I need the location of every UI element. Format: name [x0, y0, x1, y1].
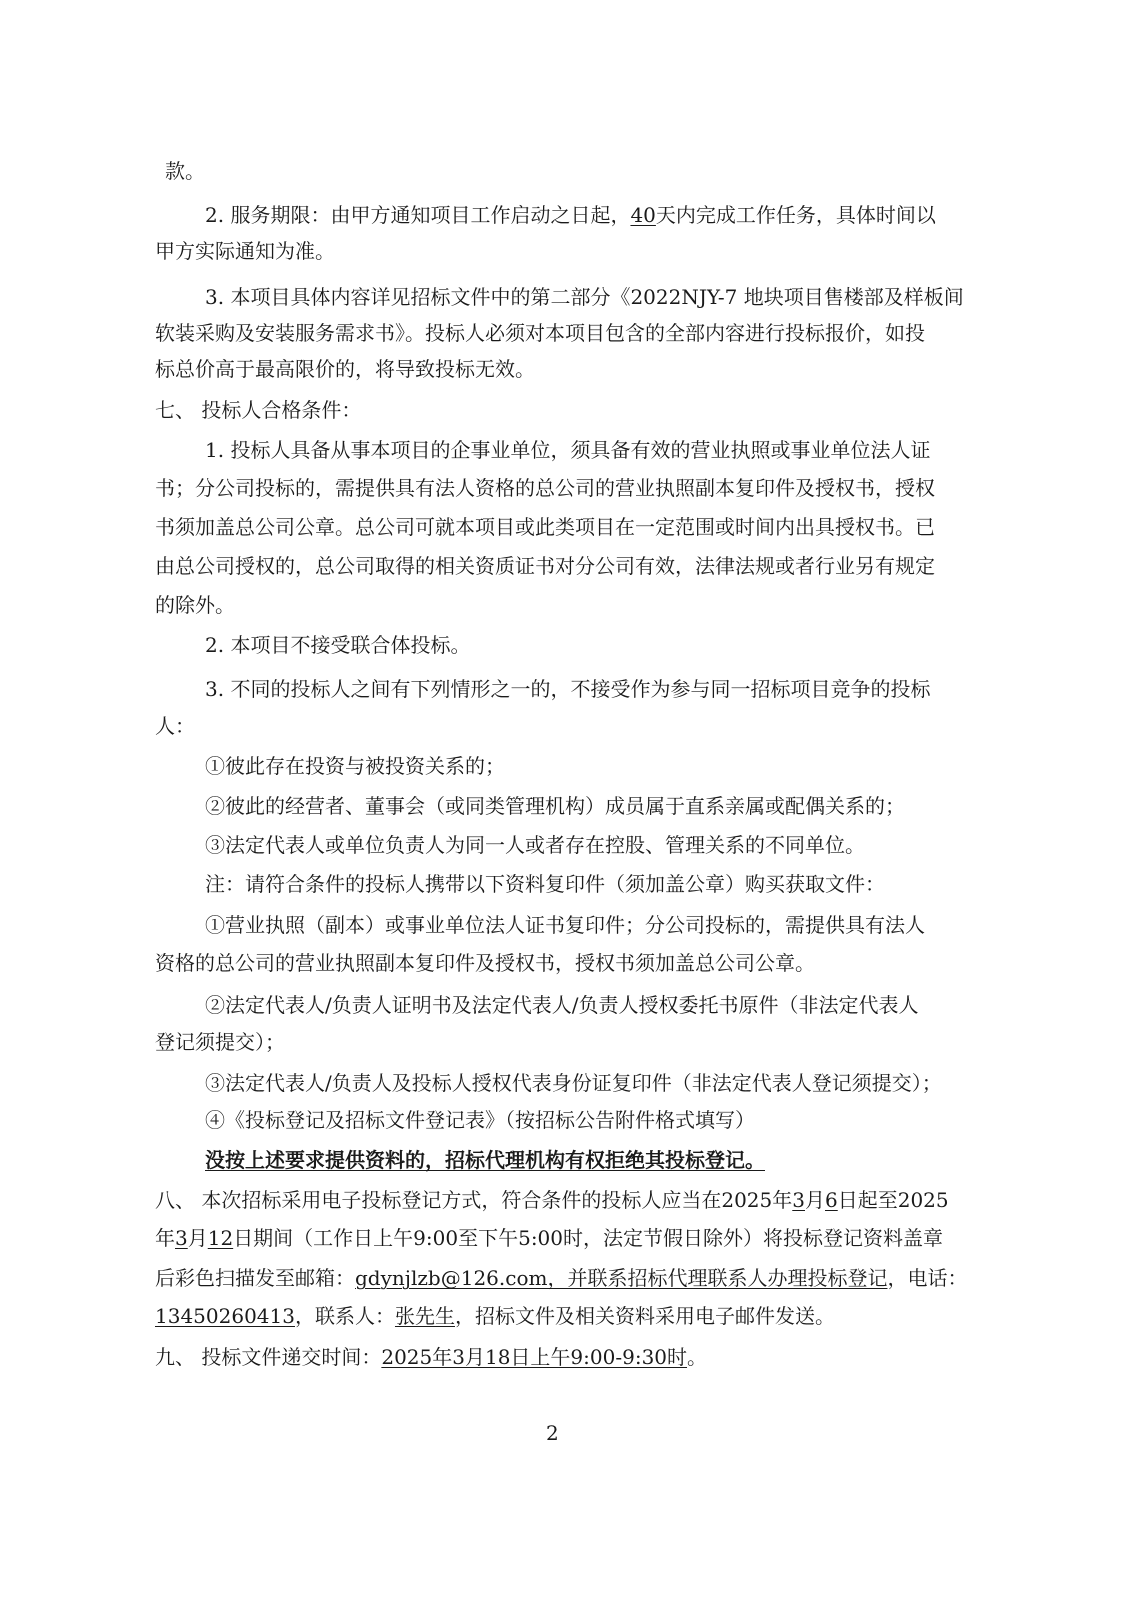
line-03: 甲方实际通知为准。	[155, 239, 335, 263]
line-27	[155, 1187, 949, 1213]
line-05: 软装采购及安装服务需求书》。投标人必须对本项目包含的全部内容进行投标报价，如投	[155, 321, 925, 345]
month-char-2: 月	[187, 1226, 208, 1250]
line-17: ②彼此的经营者、董事会（或同类管理机构）成员属于直系亲属或配偶关系的；	[205, 794, 905, 818]
page-number: 2	[546, 1421, 559, 1445]
submission-date: 2025年3月18日上午9:00-9:30时	[381, 1345, 688, 1369]
email-label: 后彩色扫描发至邮箱：	[155, 1266, 355, 1290]
line-18: ③法定代表人或单位负责人为同一人或者存在控股、管理关系的不同单位。	[205, 833, 865, 857]
contact-name: 张先生	[394, 1304, 455, 1328]
line-11: 由总公司授权的，总公司取得的相关资质证书对分公司有效，法律法规或者行业另有规定	[155, 554, 935, 578]
line-01: 款。	[165, 159, 205, 183]
line-13: 2. 本项目不接受联合体投标。	[205, 633, 471, 657]
line-02	[205, 202, 936, 228]
line-30	[155, 1303, 835, 1329]
start-day: 6	[825, 1188, 838, 1212]
line-14: 3. 不同的投标人之间有下列情形之一的，不接受作为参与同一招标项目竞争的投标	[205, 677, 931, 701]
line-21: 资格的总公司的营业执照副本复印件及授权书，授权书须加盖总公司公章。	[155, 951, 815, 975]
line-09: 书；分公司投标的，需提供具有法人资格的总公司的营业执照副本复印件及授权书，授权	[155, 476, 935, 500]
email-link[interactable]: gdynjlzb@126.com，并联系招标代理联系人办理投标登记	[355, 1266, 888, 1290]
rejection-notice: 没按上述要求提供资料的，招标代理机构有权拒绝其投标登记。	[205, 1148, 765, 1172]
line-20: ①营业执照（副本）或事业单位法人证书复印件；分公司投标的，需提供具有法人	[205, 913, 925, 937]
line-25: ④《投标登记及招标文件登记表》（按招标公告附件格式填写）	[205, 1108, 755, 1132]
line-10: 书须加盖总公司公章。总公司可就本项目或此类项目在一定范围或时间内出具授权书。已	[155, 515, 935, 539]
line-28	[155, 1225, 943, 1251]
month-char: 月	[805, 1188, 825, 1212]
section-eight-text-2: 日起至2025	[837, 1188, 949, 1212]
note-line: 注：请符合条件的投标人携带以下资料复印件（须加盖公章）购买获取文件：	[205, 872, 885, 896]
line-24: ③法定代表人/负责人及投标人授权代表身份证复印件（非法定代表人登记须提交）；	[205, 1071, 942, 1095]
line-12: 的除外。	[155, 593, 235, 617]
period-char: 。	[687, 1345, 708, 1369]
contact-note: ，招标文件及相关资料采用电子邮件发送。	[454, 1304, 835, 1328]
line-22: ②法定代表人/负责人证明书及法定代表人/负责人授权委托书原件（非法定代表人	[205, 993, 919, 1017]
year-char: 年	[155, 1226, 175, 1250]
service-period-text: 2. 服务期限：由甲方通知项目工作启动之日起，	[205, 203, 631, 227]
phone-label: ，电话：	[887, 1266, 968, 1290]
line-06: 标总价高于最高限价的，将导致投标无效。	[155, 357, 535, 381]
service-period-text-2: 天内完成工作任务，具体时间以	[655, 203, 936, 227]
line-23: 登记须提交）；	[155, 1030, 285, 1054]
line-29	[155, 1265, 967, 1291]
line-04: 3. 本项目具体内容详见招标文件中的第二部分《2022NJY-7 地块项目售楼部及样板间	[205, 285, 964, 309]
phone-number: 13450260413	[155, 1304, 295, 1328]
line-08: 1. 投标人具备从事本项目的企事业单位，须具备有效的营业执照或事业单位法人证	[205, 438, 931, 462]
end-month: 3	[175, 1226, 188, 1250]
section-seven-heading: 七、 投标人合格条件：	[155, 398, 362, 422]
line-15: 人：	[155, 714, 195, 738]
start-month: 3	[792, 1188, 805, 1212]
section-nine-text: 九、 投标文件递交时间：	[155, 1345, 382, 1369]
contact-label: ，联系人：	[294, 1304, 395, 1328]
section-eight-text: 八、 本次招标采用电子投标登记方式，符合条件的投标人应当在2025年	[155, 1188, 793, 1212]
service-days: 40	[630, 203, 656, 227]
registration-period-text: 日期间（工作日上午9:00至下午5:00时，法定节假日除外）将投标登记资料盖章	[233, 1226, 944, 1250]
line-31	[155, 1344, 707, 1370]
line-16: ①彼此存在投资与被投资关系的；	[205, 754, 505, 778]
end-day: 12	[207, 1226, 234, 1250]
